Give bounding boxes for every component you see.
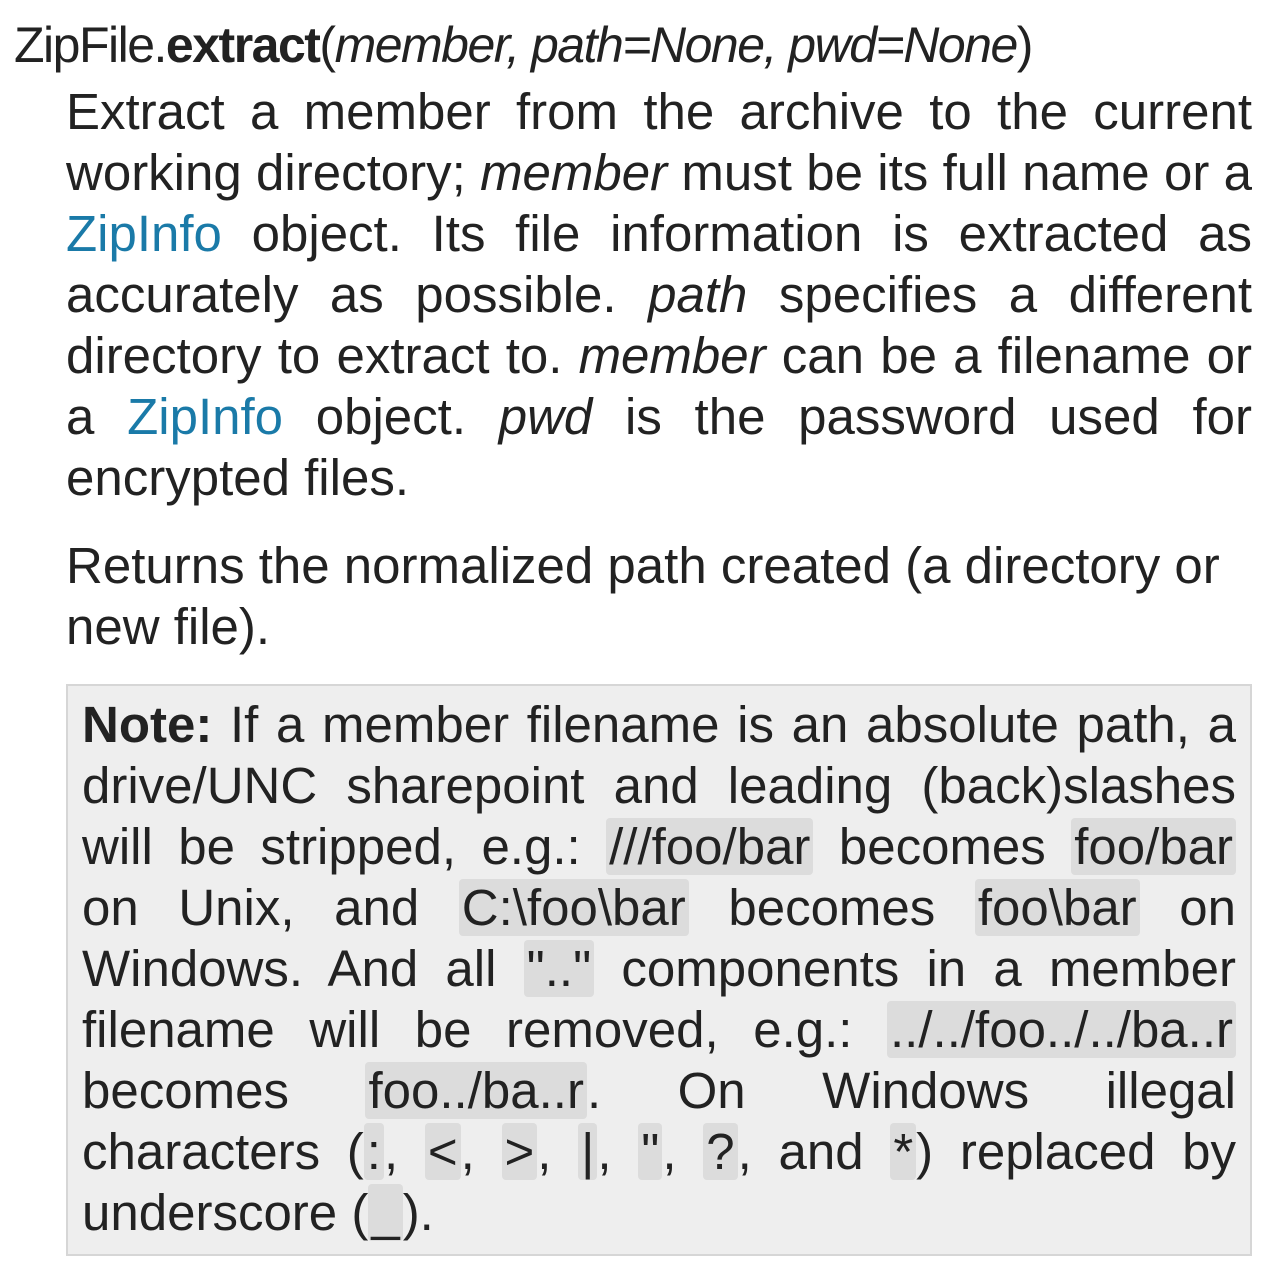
code-snippet: < bbox=[425, 1123, 461, 1180]
code-snippet: ///foo/bar bbox=[606, 818, 813, 875]
note-text: . On Windows illegal characters ( bbox=[82, 1062, 1237, 1180]
param-pwd: pwd bbox=[498, 388, 593, 445]
note-text: becomes bbox=[813, 818, 1072, 875]
open-paren: ( bbox=[319, 17, 335, 73]
code-snippet: _ bbox=[368, 1184, 402, 1241]
desc-text: Extract a member from the archive to the current working directory; bbox=[66, 83, 1252, 201]
code-snippet: ".." bbox=[524, 940, 595, 997]
code-snippet: foo/bar bbox=[1071, 818, 1236, 875]
desc-text: must be its full name or a bbox=[667, 144, 1252, 201]
note-text: becomes bbox=[688, 879, 975, 936]
code-snippet: " bbox=[638, 1123, 662, 1180]
close-paren: ) bbox=[1016, 17, 1032, 73]
class-name: ZipFile. bbox=[14, 17, 166, 73]
note-text: , bbox=[460, 1123, 502, 1180]
desc-text: can be a filename or a bbox=[66, 327, 1252, 445]
code-snippet: : bbox=[364, 1123, 384, 1180]
note-text: on Unix, and bbox=[82, 879, 459, 936]
method-name: extract bbox=[165, 17, 320, 73]
code-snippet: foo\bar bbox=[975, 879, 1140, 936]
code-snippet: C:\foo\bar bbox=[459, 879, 689, 936]
code-snippet: * bbox=[890, 1123, 916, 1180]
method-params: member, path=None, pwd=None bbox=[334, 17, 1017, 73]
note-text: components in a member filename will be removed, e.g.: bbox=[82, 940, 1236, 1058]
note-text: , and bbox=[737, 1123, 891, 1180]
zipinfo-link[interactable]: ZipInfo bbox=[66, 205, 222, 262]
code-snippet: ? bbox=[703, 1123, 737, 1180]
code-snippet: | bbox=[578, 1123, 597, 1180]
note-text: , bbox=[597, 1123, 639, 1180]
code-snippet: ../../foo../../ba..r bbox=[887, 1001, 1236, 1058]
note-text: If a member filename is an absolute path, a drive/UNC sharepoint and leading (back)slashes will be stripped, e.g.: bbox=[82, 696, 1236, 875]
note-text: becomes bbox=[82, 1062, 366, 1119]
param-member: member bbox=[480, 144, 668, 201]
note-text: , bbox=[662, 1123, 704, 1180]
param-member: member bbox=[578, 327, 766, 384]
code-snippet: foo../ba..r bbox=[365, 1062, 586, 1119]
desc-text: object. Its file information is extracted as accurately as possible. bbox=[66, 205, 1252, 323]
note-text: ). bbox=[402, 1184, 434, 1241]
note-text: on Windows. And all bbox=[82, 879, 1236, 997]
note-text: , bbox=[383, 1123, 425, 1180]
zipinfo-link[interactable]: ZipInfo bbox=[127, 388, 284, 445]
note-text: , bbox=[537, 1123, 579, 1180]
method-signature bbox=[14, 14, 1032, 76]
note-box bbox=[66, 684, 1252, 1256]
param-path: path bbox=[648, 266, 748, 323]
desc-text: is the password used for encrypted files. bbox=[66, 388, 1252, 506]
note-text: ) replaced by underscore ( bbox=[82, 1123, 1237, 1241]
desc-text: object. bbox=[283, 388, 499, 445]
code-snippet: > bbox=[502, 1123, 538, 1180]
description-paragraph bbox=[66, 81, 1252, 508]
returns-paragraph: Returns the normalized path created (a directory or new file). bbox=[66, 537, 1220, 655]
desc-text: specifies a different directory to extract to. bbox=[66, 266, 1252, 384]
note-label: Note: bbox=[82, 696, 213, 753]
